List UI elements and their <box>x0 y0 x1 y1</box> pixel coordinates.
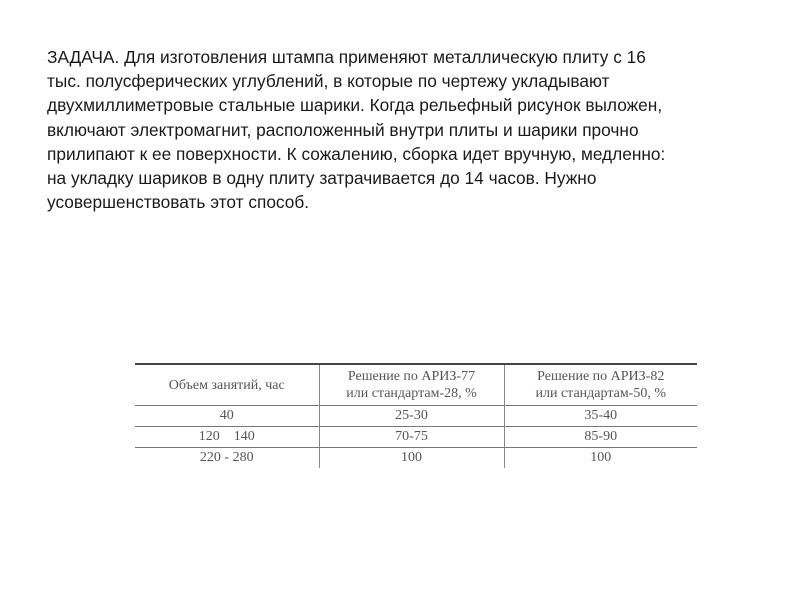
cell-ariz82: 100 <box>504 448 697 469</box>
task-line: двухмиллиметровые стальные шарики. Когда рельефный рисунок выложен, <box>47 95 663 116</box>
cell-ariz77: 25-30 <box>319 406 504 427</box>
cell-ariz82: 35-40 <box>504 406 697 427</box>
task-line: включают электромагнит, расположенный внутри плиты и шарики прочно <box>47 119 639 140</box>
header-ariz82-line1: Решение по АРИЗ-82 <box>537 369 665 384</box>
cell-ariz77: 70-75 <box>319 427 504 448</box>
table-row <box>135 427 697 448</box>
header-ariz77-line2: или стандартам-28, % <box>346 386 477 401</box>
header-hours <box>135 364 319 406</box>
cell-hours: 120 140 <box>198 429 255 444</box>
cell-ariz77: 100 <box>319 448 504 469</box>
header-ariz82-line2: или стандартам-50, % <box>535 386 667 401</box>
table-row <box>135 406 697 427</box>
cell-hours: 40 <box>219 408 234 423</box>
table-row <box>135 448 697 469</box>
cell-hours: 220 - 280 <box>199 450 254 465</box>
header-ariz82 <box>504 364 697 406</box>
task-line: ЗАДАЧА. Для изготовления штампа применяют металлическую плиту с 16 <box>47 47 646 67</box>
header-ariz77-line1: Решение по АРИЗ-77 <box>347 369 476 384</box>
task-line: тыс. полусферических углублений, в которые по чертежу укладывают <box>47 71 610 92</box>
table-header-row <box>135 364 697 406</box>
cell-ariz82: 85-90 <box>504 427 697 448</box>
task-line: прилипают к ее поверхности. К сожалению, сборка идет вручную, медленно: <box>47 143 666 164</box>
task-line: усовершенствовать этот способ. <box>47 192 310 213</box>
task-description <box>47 45 777 214</box>
header-hours-label: Объем занятий, час <box>168 377 285 393</box>
results-table <box>135 363 697 468</box>
task-line: на укладку шариков в одну плиту затрачивается до 14 часов. Нужно <box>47 168 597 189</box>
header-ariz77 <box>319 364 504 406</box>
